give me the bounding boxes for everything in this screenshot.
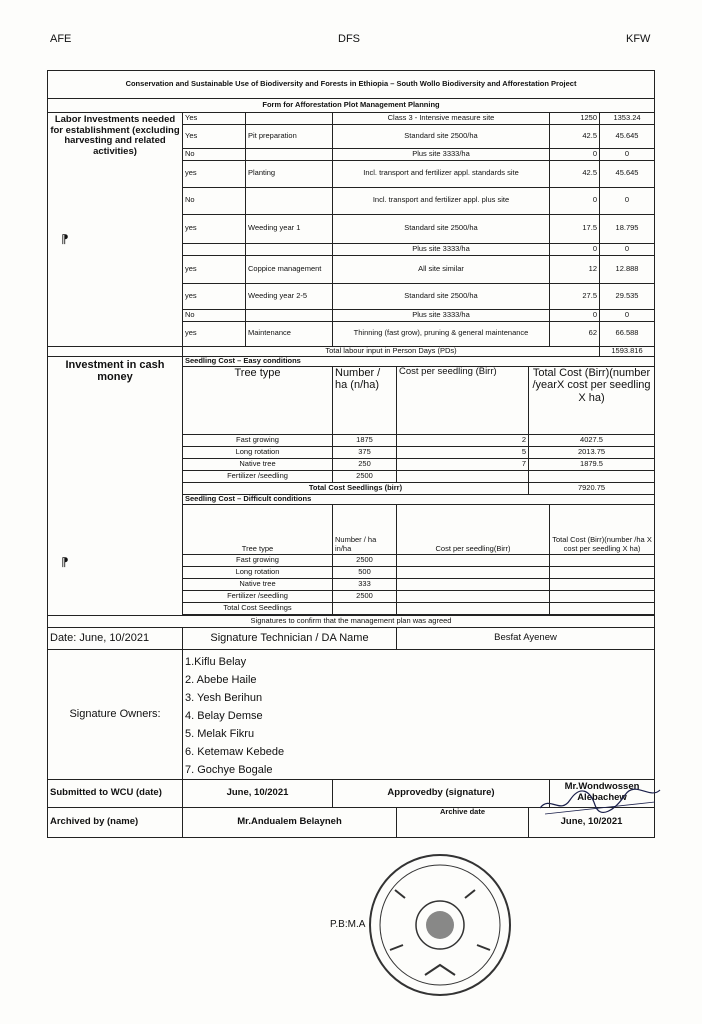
labor-flag: yes <box>183 160 246 187</box>
owner-name: 7. Gochye Bogale <box>185 763 273 776</box>
labor-total-label: Total labour input in Person Days (PDs) <box>183 346 600 356</box>
labor-desc: Standard site 2500/ha <box>333 283 550 309</box>
margin-mark: ⁋ <box>61 232 69 246</box>
labor-desc: Plus site 3333/ha <box>333 309 550 321</box>
easy-cost: 2 <box>397 434 529 446</box>
easy-total <box>529 470 655 482</box>
labor-pd: 17.5 <box>550 214 600 243</box>
margin-mark: ⁋ <box>61 555 69 569</box>
easy-number: 250 <box>333 458 397 470</box>
diff-head-number: Number / ha in/ha <box>333 504 397 554</box>
labor-pd: 27.5 <box>550 283 600 309</box>
labor-desc: Standard site 2500/ha <box>333 214 550 243</box>
form-table <box>47 70 655 838</box>
labor-value: 12.888 <box>600 255 655 283</box>
easy-total: 4027.5 <box>529 434 655 446</box>
labor-flag <box>183 243 246 255</box>
approved-label: Approvedby (signature) <box>333 779 550 807</box>
easy-tree: Native tree <box>183 458 333 470</box>
labor-desc: Incl. transport and fertilizer appl. plus site <box>333 187 550 214</box>
owner-name: 2. Abebe Haile <box>185 673 257 686</box>
easy-number: 1875 <box>333 434 397 446</box>
labor-pd: 42.5 <box>550 124 600 148</box>
labor-value: 0 <box>600 187 655 214</box>
labor-activity: Weeding year 1 <box>246 214 333 243</box>
labor-activity: Planting <box>246 160 333 187</box>
difficult-conditions-label: Seedling Cost – Difficult conditions <box>183 494 655 504</box>
submitted-label: Submitted to WCU (date) <box>48 779 183 807</box>
labor-pd: 0 <box>550 148 600 160</box>
labor-activity: Coppice management <box>246 255 333 283</box>
labor-flag: No <box>183 148 246 160</box>
header-left: AFE <box>50 33 72 45</box>
labor-flag: yes <box>183 321 246 346</box>
cash-section-label: Investment in cash money <box>48 356 183 615</box>
submitted-date: June, 10/2021 <box>183 779 333 807</box>
document-title: Conservation and Sustainable Use of Biodiversity and Forests in Ethiopia – South Wollo Biodiversity and Afforestation Project <box>48 71 655 99</box>
diff-tree: Fast growing <box>183 554 333 566</box>
labor-flag: yes <box>183 214 246 243</box>
owner-name: 6. Ketemaw Kebede <box>185 745 285 758</box>
labor-flag: Yes <box>183 112 246 124</box>
labor-value: 66.588 <box>600 321 655 346</box>
owner-name: 3. Yesh Berihun <box>185 691 263 704</box>
labor-activity: Pit preparation <box>246 124 333 148</box>
date-label: Date: June, 10/2021 <box>48 627 183 649</box>
diff-total-label: Total Cost Seedlings <box>183 602 333 614</box>
diff-head-total: Total Cost (Birr)(number /ha X cost per seedling X ha) <box>550 504 655 554</box>
planning-form <box>47 70 654 838</box>
labor-value: 45.645 <box>600 160 655 187</box>
easy-tree: Fertilizer /seedling <box>183 470 333 482</box>
owners-label: Signature Owners: <box>48 649 183 779</box>
technician-name: Besfat Ayenew <box>397 627 655 649</box>
easy-head-tree: Tree type <box>183 366 333 434</box>
easy-cost: 7 <box>397 458 529 470</box>
labor-activity <box>246 112 333 124</box>
labor-pd: 0 <box>550 187 600 214</box>
owner-name: 5. Melak Fikru <box>185 727 255 740</box>
easy-number: 375 <box>333 446 397 458</box>
easy-head-total: Total Cost (Birr)(number /yearX cost per seedling X ha) <box>529 366 655 434</box>
easy-tree: Fast growing <box>183 434 333 446</box>
diff-head-tree: Tree type <box>183 504 333 554</box>
labor-value: 1353.24 <box>600 112 655 124</box>
labor-desc: Class 3 - Intensive measure site <box>333 112 550 124</box>
easy-tree: Long rotation <box>183 446 333 458</box>
approver-signature <box>535 780 665 820</box>
labor-pd: 0 <box>550 243 600 255</box>
diff-number: 500 <box>333 566 397 578</box>
diff-number: 333 <box>333 578 397 590</box>
labor-desc: Standard site 2500/ha <box>333 124 550 148</box>
labor-value: 0 <box>600 243 655 255</box>
labor-pd: 1250 <box>550 112 600 124</box>
labor-total-value: 1593.816 <box>600 346 655 356</box>
archive-date: June, 10/2021 <box>529 807 655 837</box>
labor-activity <box>246 243 333 255</box>
labor-activity <box>246 187 333 214</box>
header-center: DFS <box>338 33 360 45</box>
labor-pd: 0 <box>550 309 600 321</box>
labor-pd: 12 <box>550 255 600 283</box>
labor-flag: No <box>183 309 246 321</box>
easy-total-value: 7920.75 <box>529 482 655 494</box>
labor-desc: Plus site 3333/ha <box>333 243 550 255</box>
labor-section-label: Labor Investments needed for establishment (excluding harvesting and related activities) <box>48 112 183 346</box>
labor-activity: Maintenance <box>246 321 333 346</box>
labor-value: 29.535 <box>600 283 655 309</box>
easy-number: 2500 <box>333 470 397 482</box>
labor-desc: Incl. transport and fertilizer appl. standards site <box>333 160 550 187</box>
stamp-text: P.B:M.A <box>330 919 366 930</box>
diff-tree: Long rotation <box>183 566 333 578</box>
easy-total-label: Total Cost Seedlings (birr) <box>183 482 529 494</box>
labor-pd: 42.5 <box>550 160 600 187</box>
diff-number: 2500 <box>333 554 397 566</box>
labor-desc: Thinning (fast grow), pruning & general maintenance <box>333 321 550 346</box>
approved-name: Mr.Wondwossen Alebachew <box>550 779 655 807</box>
official-stamp <box>365 850 515 1000</box>
easy-head-number: Number / ha (n/ha) <box>333 366 397 434</box>
header-right: KFW <box>626 33 651 45</box>
labor-row <box>48 112 655 124</box>
labor-pd: 62 <box>550 321 600 346</box>
labor-activity <box>246 148 333 160</box>
diff-number: 2500 <box>333 590 397 602</box>
labor-value: 0 <box>600 148 655 160</box>
labor-desc: All site similar <box>333 255 550 283</box>
archive-date-label: Archive date <box>397 807 529 837</box>
diff-tree: Native tree <box>183 578 333 590</box>
labor-flag: No <box>183 187 246 214</box>
owner-name: 4. Belay Demse <box>185 709 263 722</box>
owner-name: 1.Kiflu Belay <box>185 655 247 668</box>
easy-total: 1879.5 <box>529 458 655 470</box>
archived-label: Archived by (name) <box>48 807 183 837</box>
form-title: Form for Afforestation Plot Management Planning <box>48 99 655 113</box>
easy-conditions-label: Seedling Cost – Easy conditions <box>183 356 655 366</box>
labor-desc: Plus site 3333/ha <box>333 148 550 160</box>
technician-label: Signature Technician / DA Name <box>183 627 397 649</box>
easy-cost <box>397 470 529 482</box>
labor-value: 45.645 <box>600 124 655 148</box>
diff-tree: Fertilizer /seedling <box>183 590 333 602</box>
labor-activity <box>246 309 333 321</box>
labor-flag: yes <box>183 283 246 309</box>
easy-total: 2013.75 <box>529 446 655 458</box>
confirm-text: Signatures to confirm that the management plan was agreed <box>48 615 655 627</box>
labor-value: 18.795 <box>600 214 655 243</box>
easy-head-cost: Cost per seedling (Birr) <box>397 366 529 434</box>
archived-name: Mr.Andualem Belayneh <box>183 807 397 837</box>
labor-value: 0 <box>600 309 655 321</box>
labor-activity: Weeding year 2-5 <box>246 283 333 309</box>
easy-cost: 5 <box>397 446 529 458</box>
labor-flag: yes <box>183 255 246 283</box>
diff-head-cost: Cost per seedling(Birr) <box>397 504 550 554</box>
labor-flag: Yes <box>183 124 246 148</box>
owners-list <box>183 649 655 779</box>
